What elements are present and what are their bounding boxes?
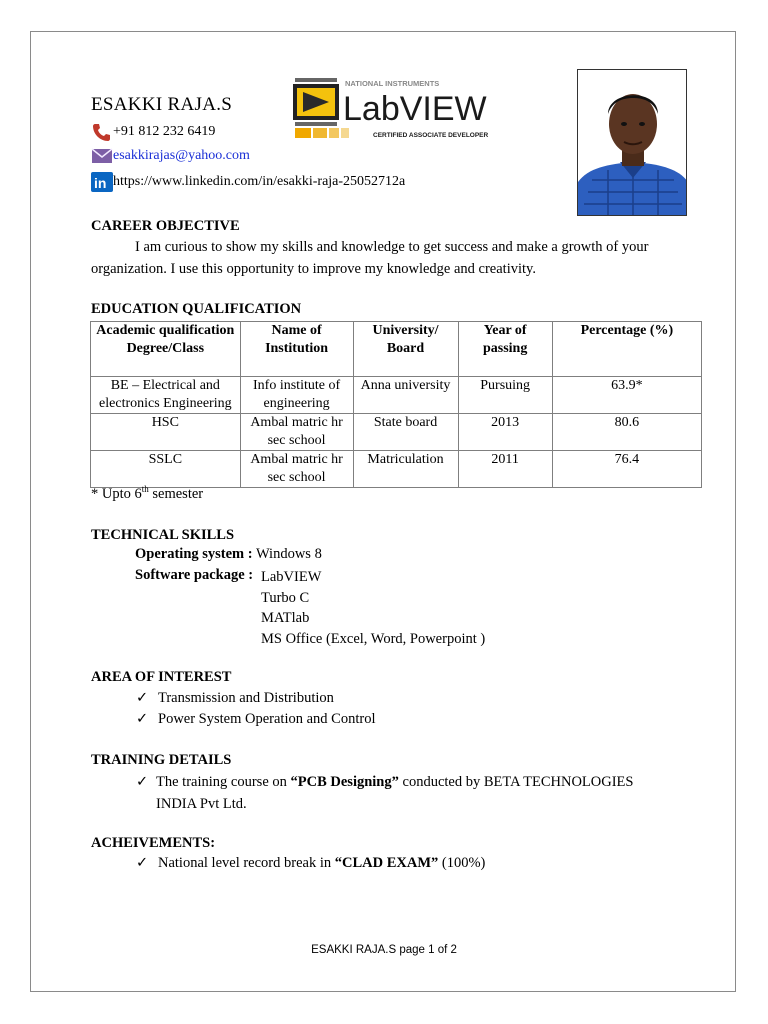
svg-text:in: in: [94, 175, 107, 191]
table-cell: SSLC: [91, 451, 241, 488]
logo-top-text: NATIONAL INSTRUMENTS: [345, 79, 440, 88]
achievements-heading: ACHEIVEMENTS:: [91, 835, 216, 851]
note-suffix: semester: [148, 485, 204, 502]
table-cell: 2013: [458, 414, 552, 451]
table-cell: 2011: [458, 451, 552, 488]
os-row: [135, 546, 322, 563]
software-item: Turbo C: [261, 589, 310, 606]
linkedin-line: [91, 172, 405, 192]
col-university: University/ Board: [353, 322, 458, 377]
col-percentage: Percentage (%): [552, 322, 701, 377]
table-cell: 63.9*: [552, 377, 701, 414]
table-row: [91, 377, 702, 414]
table-row: [91, 451, 702, 488]
col-institution: Name of Institution: [240, 322, 353, 377]
software-item: MATlab: [261, 610, 310, 626]
training-pre: The training course on: [156, 774, 291, 790]
check-icon: ✓: [136, 711, 149, 727]
achievement-item: [136, 855, 485, 872]
table-cell: Ambal matric hr sec school: [240, 451, 353, 488]
applicant-name: ESAKKI RAJA.S: [91, 94, 233, 115]
col-academic: Academic qualification Degree/Class: [91, 322, 241, 377]
interest-text: Power System Operation and Control: [158, 711, 376, 727]
linkedin-icon: [91, 172, 111, 192]
check-icon: ✓: [136, 855, 149, 871]
software-row: [135, 567, 253, 584]
education-table: [90, 321, 702, 488]
career-objective-heading: CAREER OBJECTIVE: [91, 218, 240, 234]
software-item: LabVIEW: [261, 569, 322, 585]
training-item: [136, 771, 676, 815]
table-cell: HSC: [91, 414, 241, 451]
table-cell: Ambal matric hr sec school: [240, 414, 353, 451]
check-icon: ✓: [136, 690, 149, 706]
phone-number: +91 812 232 6419: [113, 124, 216, 139]
table-cell: BE – Electrical and electronics Engineering: [91, 377, 241, 414]
note-sup: th: [141, 484, 149, 494]
achievement-pre: National level record break in: [158, 855, 335, 871]
interest-item: [136, 690, 334, 707]
education-heading: EDUCATION QUALIFICATION: [91, 301, 302, 317]
training-text: [156, 771, 676, 815]
table-cell: 80.6: [552, 414, 701, 451]
career-objective-text: [91, 236, 681, 280]
table-cell: 76.4: [552, 451, 701, 488]
technical-skills-heading: TECHNICAL SKILLS: [91, 527, 235, 543]
table-row: [91, 414, 702, 451]
logo-brand: LabVIEW: [343, 90, 487, 128]
training-course: “PCB Designing”: [290, 774, 399, 790]
training-heading: TRAINING DETAILS: [91, 752, 232, 768]
table-cell: Anna university: [353, 377, 458, 414]
profile-photo: [577, 69, 687, 216]
interest-text: Transmission and Distribution: [158, 690, 334, 706]
software-item: MS Office (Excel, Word, Powerpoint ): [261, 630, 486, 647]
table-cell: Matriculation: [353, 451, 458, 488]
achievement-exam: “CLAD EXAM”: [334, 855, 439, 871]
education-header-row: [91, 322, 702, 377]
col-year: Year of passing: [458, 322, 552, 377]
table-cell: Info institute of engineering: [240, 377, 353, 414]
email-line: [91, 146, 250, 166]
logo-sub-text: CERTIFIED ASSOCIATE DEVELOPER: [373, 132, 489, 139]
phone-icon: [91, 122, 111, 142]
linkedin-url[interactable]: https://www.linkedin.com/in/esakki-raja-25052712a: [113, 174, 406, 189]
phone-line: [91, 122, 215, 142]
table-cell: State board: [353, 414, 458, 451]
os-value: Windows 8: [252, 546, 322, 562]
education-note: [91, 484, 203, 503]
achievement-post: (100%): [438, 855, 486, 871]
interest-item: [136, 711, 375, 728]
table-cell: Pursuing: [458, 377, 552, 414]
software-list: [261, 567, 485, 649]
os-label: Operating system :: [135, 546, 253, 562]
check-icon: ✓: [136, 774, 149, 790]
area-of-interest-heading: AREA OF INTEREST: [91, 669, 232, 685]
labview-cad-logo: [293, 76, 508, 142]
achievement-text: [158, 855, 485, 872]
software-label: Software package :: [135, 567, 254, 583]
email-icon: [91, 146, 111, 166]
page-footer: ESAKKI RAJA.S page 1 of 2: [311, 944, 457, 956]
email-link[interactable]: esakkirajas@yahoo.com: [113, 148, 250, 163]
career-objective-body: I am curious to show my skills and knowledge to get success and make a growth of your organization. I use this opportunity to improve my knowledge and creativity.: [91, 239, 649, 277]
training-post: conducted by BETA TECHNOLOGIES INDIA Pvt Ltd.: [156, 774, 634, 812]
note-prefix: * Upto 6: [91, 485, 142, 502]
